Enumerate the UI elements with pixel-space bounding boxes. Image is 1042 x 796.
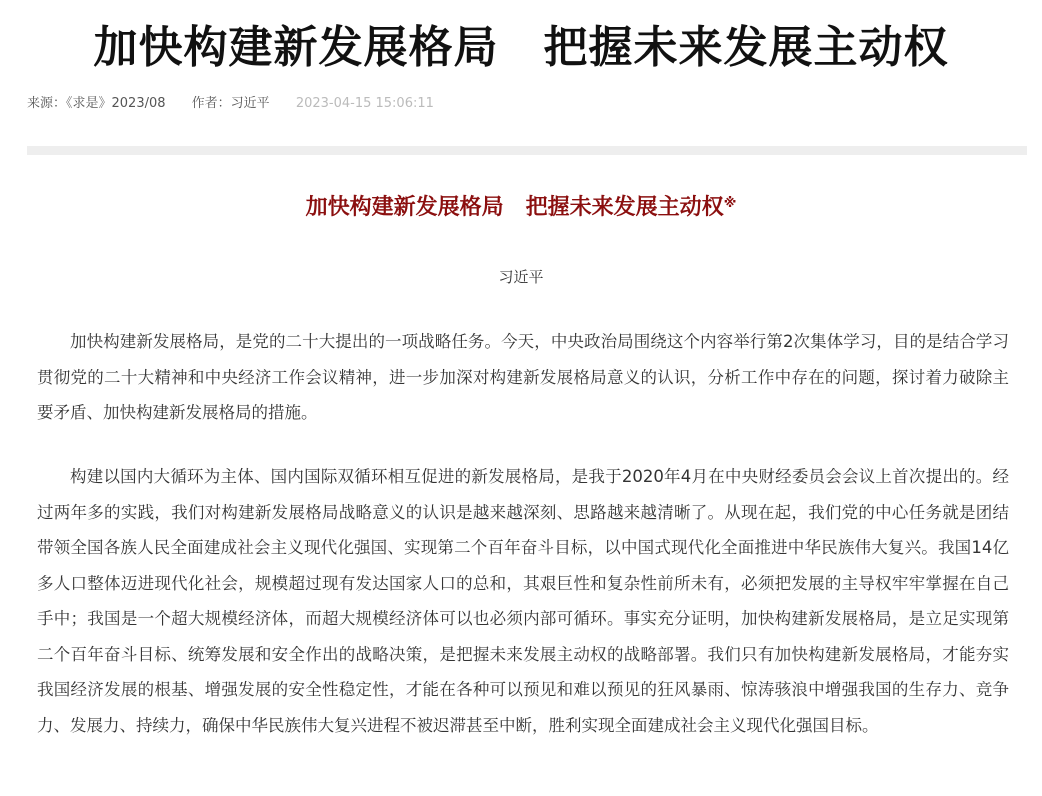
page-title: 加快构建新发展格局 把握未来发展主动权 — [93, 22, 949, 73]
paragraph: 构建以国内大循环为主体、国内国际双循环相互促进的新发展格局，是我于2020年4月在中央财经委员会会议上首次提出的。经过两年多的实践，我们对构建新发展格局战略意义的认识是越来越深刻、思路越来越清晰了。从现在起，我们党的中心任务就是团结带领全国各族人民全面建成社会主义现代化强国、实现第二个百年奋斗目标，以中国式现代化全面推进中华民族伟大复兴。我国14亿多人口整体迈进现代化社会，规模超过现有发达国家人口的总和，其艰巨性和复杂性前所未有，必须把发展的主导权牢牢掌握在自己手中；我国是一个超大规模经济体，而超大规模经济体可以也必须内部可循环。事实充分证明，加快构建新发展格局，是立足实现第二个百年奋斗目标、统筹发展和安全作出的战略决策，是把握未来发展主动权的战略部署。我们只有加快构建新发展格局，才能夯实我国经济发展的根基、增强发展的安全性稳定性，才能在各种可以预见和难以预见的狂风暴雨、惊涛骇浪中增强我国的生存力、竞争力、发展力、持续力，确保中华民族伟大复兴进程不被迟滞甚至中断，胜利实现全面建成社会主义现代化强国目标。 — [37, 467, 1009, 735]
article-title — [0, 190, 1042, 226]
author-label: 作者：习近平 — [191, 96, 270, 111]
header-divider — [27, 146, 1027, 155]
footnote-mark: ※ — [723, 196, 737, 211]
paragraph: 加快构建新发展格局，是党的二十大提出的一项战略任务。今天，中央政治局围绕这个内容举行第2次集体学习，目的是结合学习贯彻党的二十大精神和中央经济工作会议精神，进一步加深对构建新发展格局意义的认识，分析工作中存在的问题，探讨着力破除主要矛盾、加快构建新发展格局的措施。 — [37, 332, 1009, 422]
source-label: 来源：《求是》2023/08 — [27, 96, 166, 111]
article-meta — [27, 95, 434, 113]
article-title-text: 加快构建新发展格局 把握未来发展主动权 — [305, 195, 724, 220]
publish-timestamp: 2023-04-15 15:06:11 — [295, 96, 434, 111]
article-author: 习近平 — [498, 268, 544, 286]
